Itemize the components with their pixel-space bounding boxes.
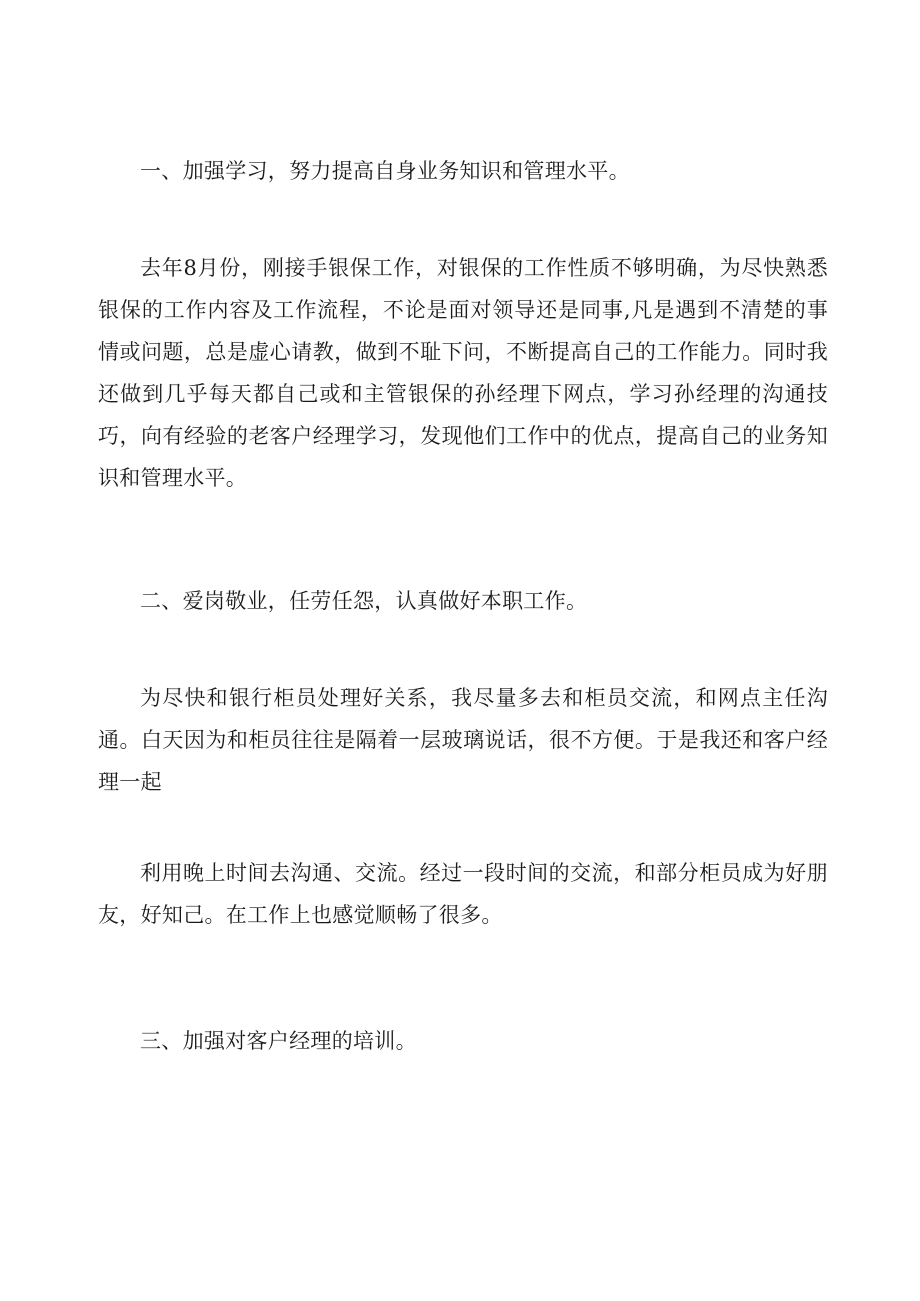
section-heading-2: 二、爱岗敬业，任劳任怨，认真做好本职工作。 — [140, 589, 588, 613]
body-paragraph-3: 利用晚上时间去沟通、交流。经过一段时间的交流，和部分柜员成为好朋友，好知己。在工作上也感觉顺畅了很多。 — [98, 861, 828, 927]
section-heading-3: 三、加强对客户经理的培训。 — [140, 1029, 417, 1053]
body-paragraph-1: 去年8月份，刚接手银保工作，对银保的工作性质不够明确，为尽快熟悉银保的工作内容及工作流程，不论是面对领导还是同事,凡是遇到不清楚的事情或问题，总是虚心请教，做到不耻下问，不断提高自己的工作能力。同时我还做到几乎每天都自己或和主管银保的孙经理下网点，学习孙经理的沟通技巧，向有经验的老客户经理学习，发现他们工作中的优点，提高自己的业务知识和管理水平。 — [98, 256, 828, 490]
body-paragraph-2: 为尽快和银行柜员处理好关系，我尽量多去和柜员交流，和网点主任沟通。白天因为和柜员往往是隔着一层玻璃说话，很不方便。于是我还和客户经理一起 — [98, 686, 828, 794]
section-heading-1: 一、加强学习，努力提高自身业务知识和管理水平。 — [140, 159, 630, 183]
